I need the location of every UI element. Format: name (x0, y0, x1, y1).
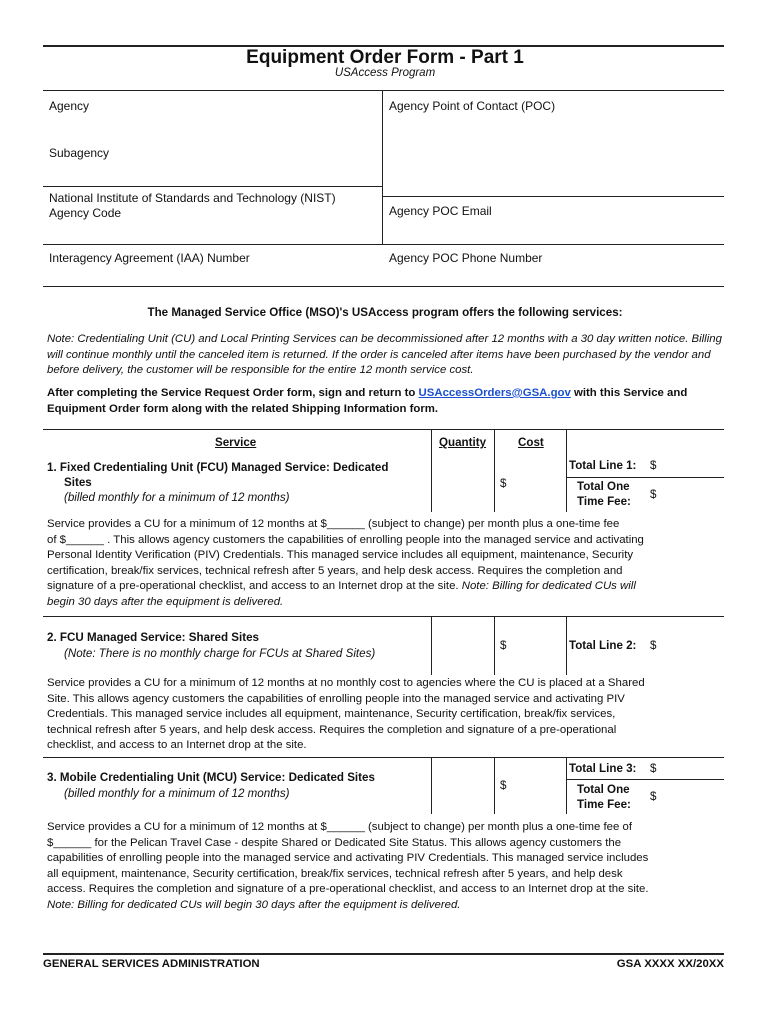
service-1-total-label: Total Line 1: (569, 459, 637, 472)
billing-note: Note: Billing for dedicated CUs will (461, 580, 636, 593)
service-2-subtitle: (Note: There is no monthly charge for FCUs at Shared Sites) (64, 647, 376, 660)
footer-rule (43, 953, 724, 955)
return-instruction (47, 386, 707, 417)
description-line: $______ for the Pelican Travel Case - despite Shared or Dedicated Site Status. This allows agency customers the (47, 836, 622, 849)
description-line: all equipment, maintenance, Security certification, break/fix services, technical refresh after 5 years, and help desk (47, 867, 623, 880)
service-1-cost-field[interactable]: $ (500, 477, 507, 490)
service-1-title (47, 460, 431, 491)
iaa-number-field[interactable]: Interagency Agreement (IAA) Number (49, 251, 250, 265)
onetime-label-line: Total One (577, 783, 630, 796)
fields-rule (43, 186, 382, 187)
instruction-text: After completing the Service Request Order form, sign and return to (47, 387, 419, 399)
table-column-line (566, 429, 567, 512)
service-3-top-rule (43, 757, 724, 758)
total-rule (566, 477, 724, 478)
service-2-total-label: Total Line 2: (569, 639, 637, 652)
fields-bottom-rule (43, 286, 724, 287)
services-heading: The Managed Service Office (MSO)'s USAccess program offers the following services: (147, 306, 623, 319)
table-column-line (566, 616, 567, 675)
service-2-cost-field[interactable]: $ (500, 639, 507, 652)
description-line: of $______ . This allows agency customers the capabilities of enrolling people into the managed service and activating (47, 533, 644, 546)
service-2-total-field[interactable]: $ (650, 639, 657, 652)
poc-phone-field[interactable]: Agency POC Phone Number (389, 251, 543, 265)
description-line: Service provides a CU for a minimum of 12 months at $______ (subject to change) per month plus a one-time fee (47, 518, 620, 530)
fields-rule (43, 244, 724, 245)
table-column-line (494, 616, 495, 675)
service-3-cost-field[interactable]: $ (500, 779, 507, 792)
service-title-line: Sites (64, 476, 92, 490)
table-column-line (431, 429, 432, 512)
service-3-description (47, 820, 727, 914)
service-1-total-field[interactable]: $ (650, 459, 657, 472)
description-line: Site. This allows agency customers the capabilities of enrolling people into the managed service and activating PIV (47, 692, 625, 705)
description-line: access. Requires the completion and signature of a pre-operational checklist, and access to an Internet drop at the site. (47, 883, 649, 896)
agency-field[interactable]: Agency (49, 99, 90, 113)
footer-form-number: GSA XXXX XX/20XX (616, 958, 724, 970)
subagency-field[interactable]: Subagency (49, 146, 110, 160)
column-header-service: Service (215, 436, 257, 449)
service-title-line: 1. Fixed Credentialing Unit (FCU) Managed Service: Dedicated (47, 461, 389, 474)
service-1-subtitle: (billed monthly for a minimum of 12 months) (64, 491, 290, 504)
description-line: Service provides a CU for a minimum of 12 months at $______ (subject to change) per month plus a one-time fee of (47, 821, 633, 833)
description-line: capabilities of enrolling people into the managed service and activating PIV Credentials. This managed service includes (47, 852, 649, 865)
description-text: signature of a pre-operational checklist, and access to an Internet drop at the site. (47, 580, 459, 593)
page-subtitle: USAccess Program (334, 67, 436, 79)
service-3-title: 3. Mobile Credentialing Unit (MCU) Service: Dedicated Sites (47, 771, 375, 784)
nist-code-field[interactable]: National Institute of Standards and Technology (NIST) Agency Code (49, 191, 336, 220)
description-line: certification, break/fix services, technical refresh after 5 years, and help desk access. Requires the completion and (47, 564, 623, 577)
description-line: Credentials. This managed service includes all equipment, maintenance, Security certification, break/fix services, (47, 708, 616, 721)
table-column-line (431, 616, 432, 675)
email-link[interactable]: USAccessOrders@GSA.gov (418, 387, 571, 399)
onetime-label-line: Time Fee: (577, 495, 631, 509)
total-rule (566, 779, 724, 780)
service-2-title: 2. FCU Managed Service: Shared Sites (47, 631, 259, 644)
footer-agency: GENERAL SERVICES ADMINISTRATION (43, 958, 260, 970)
onetime-label-line: Time Fee: (577, 798, 631, 812)
instruction-text: with this Service and Equipment Order form along with the related Shipping Information form. (47, 387, 688, 415)
onetime-label-line: Total One (577, 480, 630, 493)
poc-email-field[interactable]: Agency POC Email (389, 204, 492, 218)
table-top-rule (43, 429, 724, 430)
table-column-line (566, 757, 567, 814)
description-line: Note: Billing for dedicated CUs will begin 30 days after the equipment is delivered. (47, 898, 461, 911)
service-3-total-field[interactable]: $ (650, 762, 657, 775)
column-header-cost: Cost (518, 436, 544, 449)
service-3-total-label: Total Line 3: (569, 762, 637, 775)
table-column-line (494, 429, 495, 512)
description-line (47, 579, 727, 595)
table-column-line (431, 757, 432, 814)
description-line: Personal Identity Verification (PIV) Credentials. This managed service includes all equipment, maintenance, Security (47, 549, 634, 562)
service-1-description (47, 517, 727, 611)
fields-rule (382, 196, 724, 197)
table-column-line (494, 757, 495, 814)
services-note: Note: Credentialing Unit (CU) and Local Printing Services can be decommissioned after 12 months with a 30 day written notice. Billing will continue monthly until the canceled item is returned. If the order is canceled after items have been purchased by the vendor and before delivery, the customer will be responsible for the entire 12 month service cost. (47, 333, 722, 377)
service-2-top-rule (43, 616, 724, 617)
service-1-onetime-label (577, 479, 631, 510)
service-2-description (47, 676, 727, 754)
service-1-onetime-field[interactable]: $ (650, 488, 657, 501)
fields-divider (382, 90, 383, 245)
description-line: begin 30 days after the equipment is delivered. (47, 595, 284, 608)
description-line: technical refresh after 5 years, and help desk access. Requires the completion and signature of a pre-operational (47, 723, 617, 736)
poc-field[interactable]: Agency Point of Contact (POC) (389, 99, 556, 113)
service-3-onetime-label (577, 782, 631, 813)
description-line: checklist, and access to an Internet drop at the site. (47, 739, 307, 752)
page-title: Equipment Order Form - Part 1 (246, 47, 524, 68)
description-line: Service provides a CU for a minimum of 12 months at no monthly cost to agencies where the CU is placed at a Shared (47, 677, 645, 689)
service-3-subtitle: (billed monthly for a minimum of 12 months) (64, 787, 290, 800)
fields-top-rule (43, 90, 724, 91)
service-3-onetime-field[interactable]: $ (650, 790, 657, 803)
column-header-quantity: Quantity (439, 436, 487, 449)
